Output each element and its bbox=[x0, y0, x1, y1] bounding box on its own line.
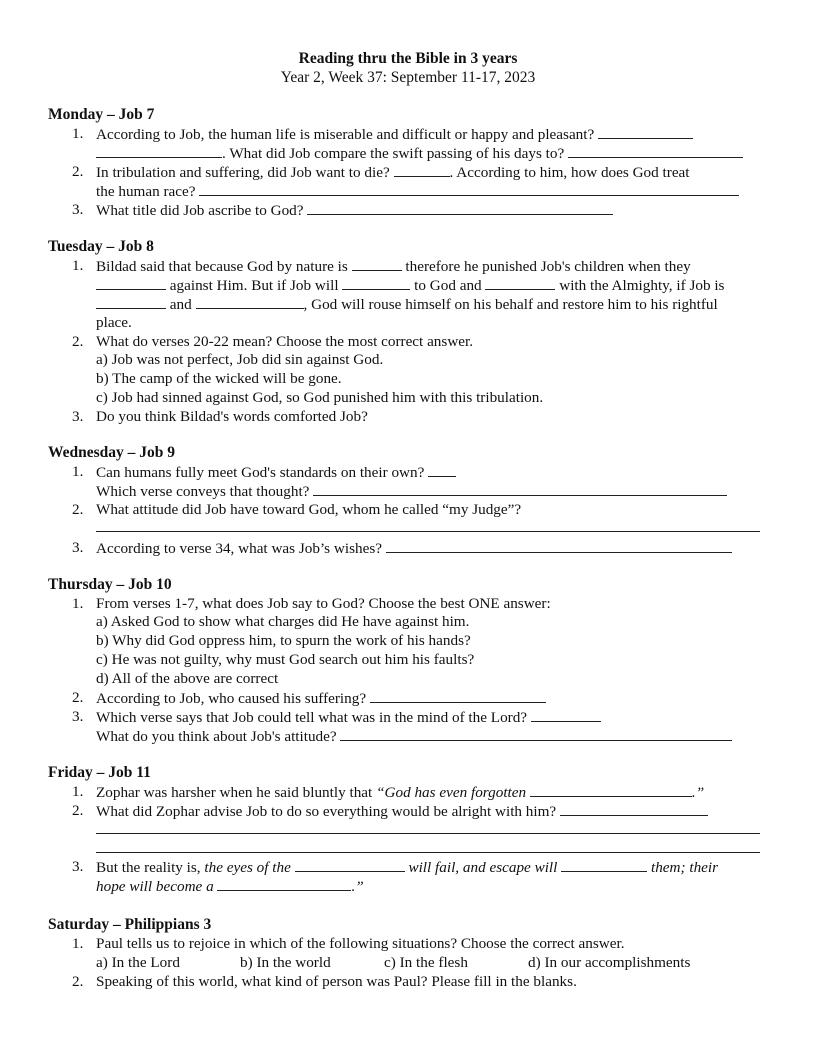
tuesday-q1-line1 bbox=[96, 257, 691, 276]
tuesday-q2-number: 2. bbox=[72, 333, 84, 350]
answer-line[interactable] bbox=[96, 852, 760, 853]
monday-q1-line1 bbox=[96, 125, 693, 144]
monday-heading: Monday – Job 7 bbox=[48, 106, 155, 123]
friday-q3-italic3: them; their bbox=[650, 859, 719, 876]
tuesday-q1-text5: with the Almighty, if Job is bbox=[559, 277, 725, 294]
wednesday-q3-number: 3. bbox=[72, 539, 84, 556]
answer-blank[interactable] bbox=[199, 182, 739, 196]
answer-blank[interactable] bbox=[561, 858, 647, 872]
saturday-q2-number: 2. bbox=[72, 973, 84, 990]
saturday-q1-text: Paul tells us to rejoice in which of the following situations? Choose the correct answer. bbox=[96, 935, 625, 952]
monday-q1-number: 1. bbox=[72, 125, 84, 142]
tuesday-q1-text6: and bbox=[169, 296, 192, 313]
friday-q1-text: Zophar was harsher when he said bluntly that bbox=[96, 784, 377, 801]
thursday-q1-option-c: c) He was not guilty, why must God search out him his faults? bbox=[96, 651, 475, 668]
friday-q2-text: What did Zophar advise Job to do so everything would be alright with him? bbox=[96, 803, 557, 820]
thursday-q3-line1 bbox=[96, 708, 601, 727]
thursday-q2-number: 2. bbox=[72, 689, 84, 706]
friday-q3-italic5: .” bbox=[351, 878, 364, 895]
thursday-q2-text: According to Job, who caused his suffering? bbox=[96, 690, 367, 707]
wednesday-q2-text: What attitude did Job have toward God, whom he called “my Judge”? bbox=[96, 501, 522, 518]
tuesday-q1-line2 bbox=[96, 276, 724, 295]
thursday-q1-number: 1. bbox=[72, 595, 84, 612]
answer-blank[interactable] bbox=[485, 276, 555, 290]
friday-q3-line1 bbox=[96, 858, 718, 877]
friday-q1-quote: “God has even forgotten bbox=[376, 784, 527, 801]
answer-blank[interactable] bbox=[295, 858, 405, 872]
thursday-heading: Thursday – Job 10 bbox=[48, 576, 172, 593]
thursday-q3-line2 bbox=[96, 727, 732, 746]
answer-line[interactable] bbox=[96, 531, 760, 532]
friday-q2-number: 2. bbox=[72, 802, 84, 819]
thursday-q1-option-b: b) Why did God oppress him, to spurn the work of his hands? bbox=[96, 632, 471, 649]
saturday-q1-choice-b: b) In the world bbox=[240, 954, 331, 971]
answer-blank[interactable] bbox=[598, 125, 693, 139]
tuesday-q1-text4: to God and bbox=[414, 277, 482, 294]
monday-q1-text2: . What did Job compare the swift passing of his days to? bbox=[222, 145, 565, 162]
answer-line[interactable] bbox=[96, 833, 760, 834]
answer-blank[interactable] bbox=[340, 727, 732, 741]
answer-blank[interactable] bbox=[560, 802, 708, 816]
answer-blank[interactable] bbox=[394, 163, 450, 177]
monday-q3-number: 3. bbox=[72, 201, 84, 218]
wednesday-q1-text2: Which verse conveys that thought? bbox=[96, 483, 310, 500]
wednesday-q1-text: Can humans fully meet God's standards on their own? bbox=[96, 464, 425, 481]
saturday-heading: Saturday – Philippians 3 bbox=[48, 916, 212, 933]
tuesday-q1-line4: place. bbox=[96, 314, 132, 331]
monday-q3-text: What title did Job ascribe to God? bbox=[96, 202, 304, 219]
tuesday-q1-line3 bbox=[96, 295, 718, 314]
thursday-q3-text2: What do you think about Job's attitude? bbox=[96, 728, 337, 745]
friday-q3-italic4: hope will become a bbox=[96, 878, 214, 895]
answer-blank[interactable] bbox=[428, 463, 456, 477]
monday-q2-text3: the human race? bbox=[96, 183, 196, 200]
answer-blank[interactable] bbox=[313, 482, 727, 496]
monday-q2-line1 bbox=[96, 163, 690, 182]
answer-blank[interactable] bbox=[386, 539, 732, 553]
saturday-q1-choice-d: d) In our accomplishments bbox=[528, 954, 691, 971]
answer-blank[interactable] bbox=[196, 295, 304, 309]
saturday-q1-choice-a: a) In the Lord bbox=[96, 954, 180, 971]
answer-blank[interactable] bbox=[307, 201, 613, 215]
tuesday-q1-text: Bildad said that because God by nature is bbox=[96, 258, 348, 275]
wednesday-q1-number: 1. bbox=[72, 463, 84, 480]
friday-q1-number: 1. bbox=[72, 783, 84, 800]
wednesday-heading: Wednesday – Job 9 bbox=[48, 444, 176, 461]
friday-q1-quote-end: .” bbox=[691, 784, 705, 801]
tuesday-q2-option-a: a) Job was not perfect, Job did sin against God. bbox=[96, 351, 384, 368]
answer-blank[interactable] bbox=[568, 144, 743, 158]
monday-q2-number: 2. bbox=[72, 163, 84, 180]
thursday-q1-option-a: a) Asked God to show what charges did He have against him. bbox=[96, 613, 470, 630]
monday-q2-line2 bbox=[96, 182, 739, 201]
tuesday-heading: Tuesday – Job 8 bbox=[48, 238, 154, 255]
friday-q1-line bbox=[96, 783, 704, 802]
tuesday-q1-text7: , God will rouse himself on his behalf and restore him to his rightful bbox=[303, 296, 718, 313]
answer-blank[interactable] bbox=[217, 877, 351, 891]
thursday-q1-text: From verses 1-7, what does Job say to God? Choose the best ONE answer: bbox=[96, 595, 551, 612]
saturday-q1-choice-c: c) In the flesh bbox=[384, 954, 468, 971]
answer-blank[interactable] bbox=[96, 144, 222, 158]
monday-q2-text: In tribulation and suffering, did Job want to die? bbox=[96, 164, 390, 181]
page-subtitle: Year 2, Week 37: September 11-17, 2023 bbox=[280, 69, 536, 86]
friday-q3-italic2: will fail, and escape will bbox=[408, 859, 558, 876]
thursday-q3-number: 3. bbox=[72, 708, 84, 725]
friday-q2-line bbox=[96, 802, 708, 821]
friday-q3-italic1: the eyes of the bbox=[204, 859, 291, 876]
answer-blank[interactable] bbox=[96, 276, 166, 290]
friday-q3-number: 3. bbox=[72, 858, 84, 875]
wednesday-q3-line bbox=[96, 539, 732, 558]
wednesday-q3-text: According to verse 34, what was Job’s wishes? bbox=[96, 540, 382, 557]
thursday-q2-line bbox=[96, 689, 546, 708]
thursday-q1-option-d: d) All of the above are correct bbox=[96, 670, 279, 687]
monday-q1-text: According to Job, the human life is miserable and difficult or happy and pleasant? bbox=[96, 126, 595, 143]
answer-blank[interactable] bbox=[342, 276, 410, 290]
wednesday-q2-number: 2. bbox=[72, 501, 84, 518]
tuesday-q1-text2: therefore he punished Job's children when they bbox=[405, 258, 691, 275]
answer-blank[interactable] bbox=[531, 708, 601, 722]
friday-heading: Friday – Job 11 bbox=[48, 764, 151, 781]
friday-q3-text: But the reality is, bbox=[96, 859, 205, 876]
monday-q3-line bbox=[96, 201, 613, 220]
tuesday-q3-text: Do you think Bildad's words comforted Job? bbox=[96, 408, 368, 425]
tuesday-q2-option-b: b) The camp of the wicked will be gone. bbox=[96, 370, 342, 387]
wednesday-q1-line2 bbox=[96, 482, 727, 501]
monday-q1-line2 bbox=[96, 144, 743, 163]
saturday-q1-number: 1. bbox=[72, 935, 84, 952]
answer-blank[interactable] bbox=[370, 689, 546, 703]
wednesday-q1-line1 bbox=[96, 463, 456, 482]
tuesday-q2-text: What do verses 20-22 mean? Choose the most correct answer. bbox=[96, 333, 474, 350]
thursday-q3-text: Which verse says that Job could tell what was in the mind of the Lord? bbox=[96, 709, 528, 726]
tuesday-q3-number: 3. bbox=[72, 408, 84, 425]
answer-blank[interactable] bbox=[352, 257, 402, 271]
saturday-q2-text: Speaking of this world, what kind of person was Paul? Please fill in the blanks. bbox=[96, 973, 577, 990]
friday-q3-line2 bbox=[96, 877, 364, 896]
tuesday-q1-text3: against Him. But if Job will bbox=[169, 277, 339, 294]
tuesday-q1-number: 1. bbox=[72, 257, 84, 274]
answer-blank[interactable] bbox=[530, 783, 692, 797]
tuesday-q2-option-c: c) Job had sinned against God, so God punished him with this tribulation. bbox=[96, 389, 544, 406]
answer-blank[interactable] bbox=[96, 295, 166, 309]
page-title: Reading thru the Bible in 3 years bbox=[298, 50, 518, 67]
monday-q2-text2: . According to him, how does God treat bbox=[449, 164, 690, 181]
